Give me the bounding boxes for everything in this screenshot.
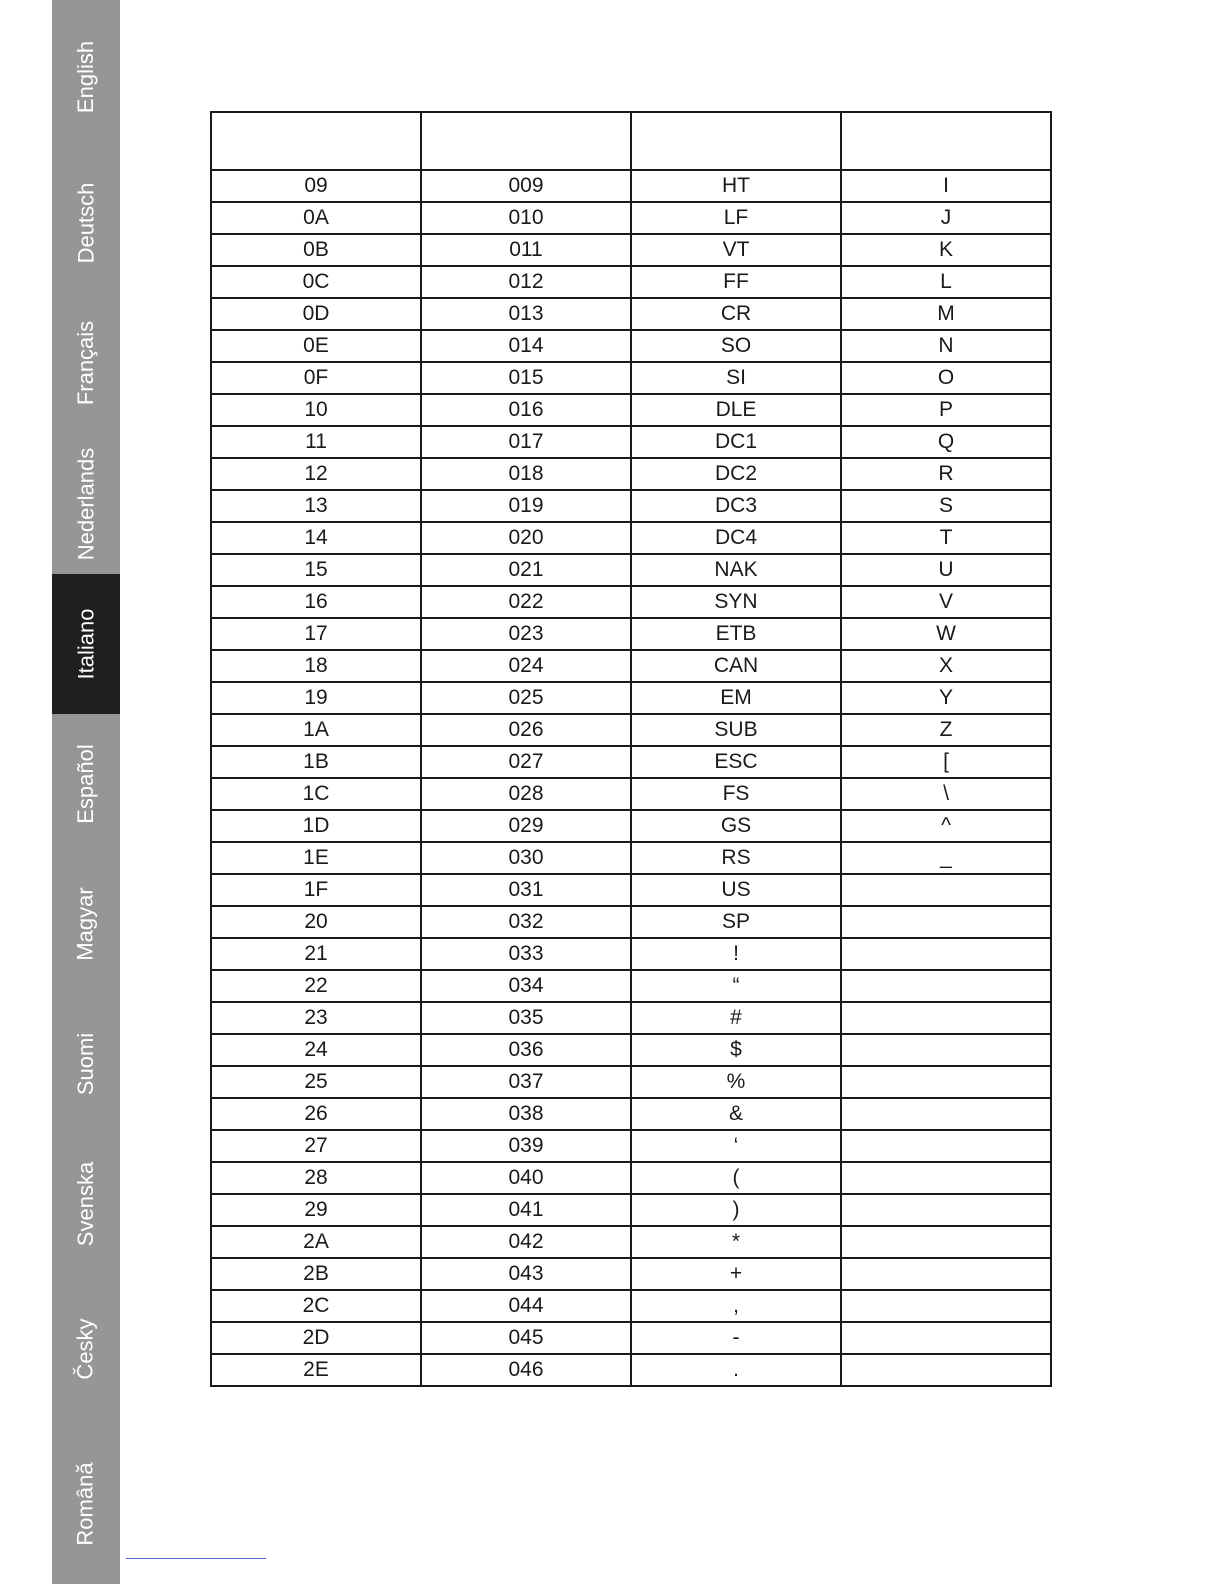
language-tab-deutsch[interactable] <box>52 153 120 293</box>
table-row <box>211 650 1051 682</box>
hex-cell: 0D <box>211 298 421 330</box>
hex-cell: 0C <box>211 266 421 298</box>
dec-cell: 026 <box>421 714 631 746</box>
key-cell: J <box>841 202 1051 234</box>
table-row <box>211 298 1051 330</box>
char-cell: - <box>631 1322 841 1354</box>
key-cell: O <box>841 362 1051 394</box>
key-cell <box>841 1130 1051 1162</box>
hex-cell: 10 <box>211 394 421 426</box>
table-row <box>211 1002 1051 1034</box>
hex-cell: 11 <box>211 426 421 458</box>
table-row <box>211 1130 1051 1162</box>
char-cell: SUB <box>631 714 841 746</box>
char-cell: “ <box>631 970 841 1002</box>
table-row <box>211 970 1051 1002</box>
char-cell: % <box>631 1066 841 1098</box>
dec-cell: 024 <box>421 650 631 682</box>
table-row <box>211 714 1051 746</box>
char-cell: VT <box>631 234 841 266</box>
table-row <box>211 746 1051 778</box>
language-tab-label: Deutsch <box>73 182 98 264</box>
key-cell: ^ <box>841 810 1051 842</box>
key-cell <box>841 874 1051 906</box>
table-row <box>211 330 1051 362</box>
dec-cell: 032 <box>421 906 631 938</box>
char-cell: SO <box>631 330 841 362</box>
dec-cell: 037 <box>421 1066 631 1098</box>
char-cell: SP <box>631 906 841 938</box>
language-tab-label: Français <box>73 320 99 406</box>
language-tab-label: Svenska <box>73 1161 99 1247</box>
dec-cell: 036 <box>421 1034 631 1066</box>
hex-cell: 2E <box>211 1354 421 1386</box>
hex-cell: 0A <box>211 202 421 234</box>
header-cell-key <box>841 112 1051 170</box>
char-cell: GS <box>631 810 841 842</box>
char-cell: DC4 <box>631 522 841 554</box>
dec-cell: 020 <box>421 522 631 554</box>
table-row <box>211 170 1051 202</box>
dec-cell: 022 <box>421 586 631 618</box>
char-cell: ‘ <box>631 1130 841 1162</box>
key-cell <box>841 1194 1051 1226</box>
table-row <box>211 874 1051 906</box>
key-cell: [ <box>841 746 1051 778</box>
key-cell <box>841 1098 1051 1130</box>
key-cell: N <box>841 330 1051 362</box>
table-row <box>211 458 1051 490</box>
table-row <box>211 618 1051 650</box>
key-cell: W <box>841 618 1051 650</box>
char-cell: ESC <box>631 746 841 778</box>
char-cell: SYN <box>631 586 841 618</box>
table-header <box>211 112 1051 170</box>
table-row <box>211 1034 1051 1066</box>
dec-cell: 042 <box>421 1226 631 1258</box>
hex-cell: 2C <box>211 1290 421 1322</box>
key-cell: I <box>841 170 1051 202</box>
char-cell: EM <box>631 682 841 714</box>
hex-cell: 1C <box>211 778 421 810</box>
char-cell: ) <box>631 1194 841 1226</box>
key-cell: U <box>841 554 1051 586</box>
language-tab-magyar[interactable] <box>52 854 120 994</box>
key-cell: Y <box>841 682 1051 714</box>
char-cell: . <box>631 1354 841 1386</box>
language-tab-label: Magyar <box>73 887 99 961</box>
table-row <box>211 1162 1051 1194</box>
hex-cell: 21 <box>211 938 421 970</box>
char-cell: , <box>631 1290 841 1322</box>
dec-cell: 029 <box>421 810 631 842</box>
table-row <box>211 682 1051 714</box>
table-row <box>211 1354 1051 1386</box>
char-cell: NAK <box>631 554 841 586</box>
hex-cell: 17 <box>211 618 421 650</box>
table-row <box>211 1290 1051 1322</box>
char-cell: CAN <box>631 650 841 682</box>
key-cell <box>841 1226 1051 1258</box>
table-row <box>211 1258 1051 1290</box>
hex-cell: 0E <box>211 330 421 362</box>
char-cell: DLE <box>631 394 841 426</box>
key-cell <box>841 1290 1051 1322</box>
dec-cell: 046 <box>421 1354 631 1386</box>
dec-cell: 040 <box>421 1162 631 1194</box>
language-sidebar <box>52 0 120 1584</box>
hex-cell: 1D <box>211 810 421 842</box>
char-cell: & <box>631 1098 841 1130</box>
hex-cell: 0B <box>211 234 421 266</box>
char-cell: FF <box>631 266 841 298</box>
table-row <box>211 554 1051 586</box>
dec-cell: 023 <box>421 618 631 650</box>
hex-cell: 26 <box>211 1098 421 1130</box>
hex-cell: 20 <box>211 906 421 938</box>
hex-cell: 25 <box>211 1066 421 1098</box>
hex-cell: 15 <box>211 554 421 586</box>
hex-cell: 1F <box>211 874 421 906</box>
key-cell <box>841 1162 1051 1194</box>
table-row <box>211 1322 1051 1354</box>
table-row <box>211 1226 1051 1258</box>
hex-cell: 1B <box>211 746 421 778</box>
dec-cell: 033 <box>421 938 631 970</box>
hex-cell: 23 <box>211 1002 421 1034</box>
language-tab-label: Suomi <box>72 1032 98 1096</box>
language-tab-espanol[interactable] <box>52 714 120 854</box>
table-row <box>211 202 1051 234</box>
table-row <box>211 394 1051 426</box>
language-tab-label: Nederlands <box>73 447 99 560</box>
hex-cell: 24 <box>211 1034 421 1066</box>
hex-cell: 27 <box>211 1130 421 1162</box>
ascii-code-table <box>210 111 1052 1387</box>
key-cell: _ <box>841 842 1051 874</box>
dec-cell: 045 <box>421 1322 631 1354</box>
key-cell <box>841 1322 1051 1354</box>
language-tab-suomi[interactable] <box>52 994 120 1134</box>
dec-cell: 039 <box>421 1130 631 1162</box>
table-row <box>211 938 1051 970</box>
dec-cell: 009 <box>421 170 631 202</box>
key-cell <box>841 1258 1051 1290</box>
language-tab-cesky[interactable] <box>52 1274 120 1424</box>
dec-cell: 013 <box>421 298 631 330</box>
dec-cell: 014 <box>421 330 631 362</box>
hex-cell: 12 <box>211 458 421 490</box>
table-row <box>211 778 1051 810</box>
dec-cell: 027 <box>421 746 631 778</box>
dec-cell: 019 <box>421 490 631 522</box>
char-cell: ETB <box>631 618 841 650</box>
key-cell <box>841 1002 1051 1034</box>
char-cell: RS <box>631 842 841 874</box>
dec-cell: 010 <box>421 202 631 234</box>
table-row <box>211 906 1051 938</box>
hex-cell: 19 <box>211 682 421 714</box>
footer-rule <box>126 1558 266 1559</box>
table-row <box>211 1098 1051 1130</box>
char-cell: US <box>631 874 841 906</box>
table-row <box>211 810 1051 842</box>
key-cell: Z <box>841 714 1051 746</box>
key-cell: T <box>841 522 1051 554</box>
dec-cell: 043 <box>421 1258 631 1290</box>
char-cell: SI <box>631 362 841 394</box>
hex-cell: 2D <box>211 1322 421 1354</box>
char-cell: CR <box>631 298 841 330</box>
char-cell: ! <box>631 938 841 970</box>
language-tab-label: Română <box>73 1462 98 1546</box>
dec-cell: 028 <box>421 778 631 810</box>
char-cell: ( <box>631 1162 841 1194</box>
language-tab-label: Español <box>73 744 99 824</box>
language-tab-francais[interactable] <box>52 293 120 433</box>
table-row <box>211 490 1051 522</box>
language-tab-english[interactable] <box>52 0 120 153</box>
language-tab-nederlands[interactable] <box>52 433 120 574</box>
char-cell: DC1 <box>631 426 841 458</box>
char-cell: + <box>631 1258 841 1290</box>
dec-cell: 031 <box>421 874 631 906</box>
hex-cell: 2B <box>211 1258 421 1290</box>
hex-cell: 1E <box>211 842 421 874</box>
dec-cell: 021 <box>421 554 631 586</box>
char-cell: FS <box>631 778 841 810</box>
char-cell: HT <box>631 170 841 202</box>
key-cell: S <box>841 490 1051 522</box>
table-body <box>211 170 1051 1386</box>
dec-cell: 030 <box>421 842 631 874</box>
key-cell: V <box>841 586 1051 618</box>
key-cell <box>841 938 1051 970</box>
table-row <box>211 234 1051 266</box>
language-tab-label: English <box>73 40 98 113</box>
hex-cell: 09 <box>211 170 421 202</box>
key-cell <box>841 1066 1051 1098</box>
key-cell <box>841 970 1051 1002</box>
key-cell <box>841 1034 1051 1066</box>
dec-cell: 025 <box>421 682 631 714</box>
header-cell-dec <box>421 112 631 170</box>
key-cell: Q <box>841 426 1051 458</box>
dec-cell: 012 <box>421 266 631 298</box>
dec-cell: 015 <box>421 362 631 394</box>
language-tab-italiano[interactable] <box>52 574 120 714</box>
hex-cell: 22 <box>211 970 421 1002</box>
table-row <box>211 266 1051 298</box>
table-row <box>211 522 1051 554</box>
char-cell: * <box>631 1226 841 1258</box>
header-cell-hex <box>211 112 421 170</box>
char-cell: # <box>631 1002 841 1034</box>
dec-cell: 034 <box>421 970 631 1002</box>
hex-cell: 16 <box>211 586 421 618</box>
hex-cell: 2A <box>211 1226 421 1258</box>
dec-cell: 018 <box>421 458 631 490</box>
language-tab-romana[interactable] <box>52 1424 120 1584</box>
key-cell: M <box>841 298 1051 330</box>
dec-cell: 017 <box>421 426 631 458</box>
language-tab-label: Česky <box>73 1318 98 1380</box>
table-row <box>211 842 1051 874</box>
key-cell: P <box>841 394 1051 426</box>
key-cell: X <box>841 650 1051 682</box>
key-cell: \ <box>841 778 1051 810</box>
char-cell: LF <box>631 202 841 234</box>
key-cell <box>841 906 1051 938</box>
hex-cell: 13 <box>211 490 421 522</box>
dec-cell: 016 <box>421 394 631 426</box>
char-cell: DC3 <box>631 490 841 522</box>
hex-cell: 0F <box>211 362 421 394</box>
key-cell <box>841 1354 1051 1386</box>
table-row <box>211 362 1051 394</box>
table-header-row <box>211 112 1051 170</box>
key-cell: K <box>841 234 1051 266</box>
char-cell: $ <box>631 1034 841 1066</box>
dec-cell: 011 <box>421 234 631 266</box>
dec-cell: 044 <box>421 1290 631 1322</box>
hex-cell: 28 <box>211 1162 421 1194</box>
hex-cell: 1A <box>211 714 421 746</box>
table-row <box>211 586 1051 618</box>
key-cell: R <box>841 458 1051 490</box>
header-cell-char <box>631 112 841 170</box>
hex-cell: 29 <box>211 1194 421 1226</box>
language-tab-svenska[interactable] <box>52 1134 120 1274</box>
table-row <box>211 426 1051 458</box>
dec-cell: 035 <box>421 1002 631 1034</box>
key-cell: L <box>841 266 1051 298</box>
dec-cell: 038 <box>421 1098 631 1130</box>
char-cell: DC2 <box>631 458 841 490</box>
table-row <box>211 1066 1051 1098</box>
dec-cell: 041 <box>421 1194 631 1226</box>
language-tab-label: Italiano <box>73 608 99 680</box>
table-row <box>211 1194 1051 1226</box>
hex-cell: 18 <box>211 650 421 682</box>
hex-cell: 14 <box>211 522 421 554</box>
